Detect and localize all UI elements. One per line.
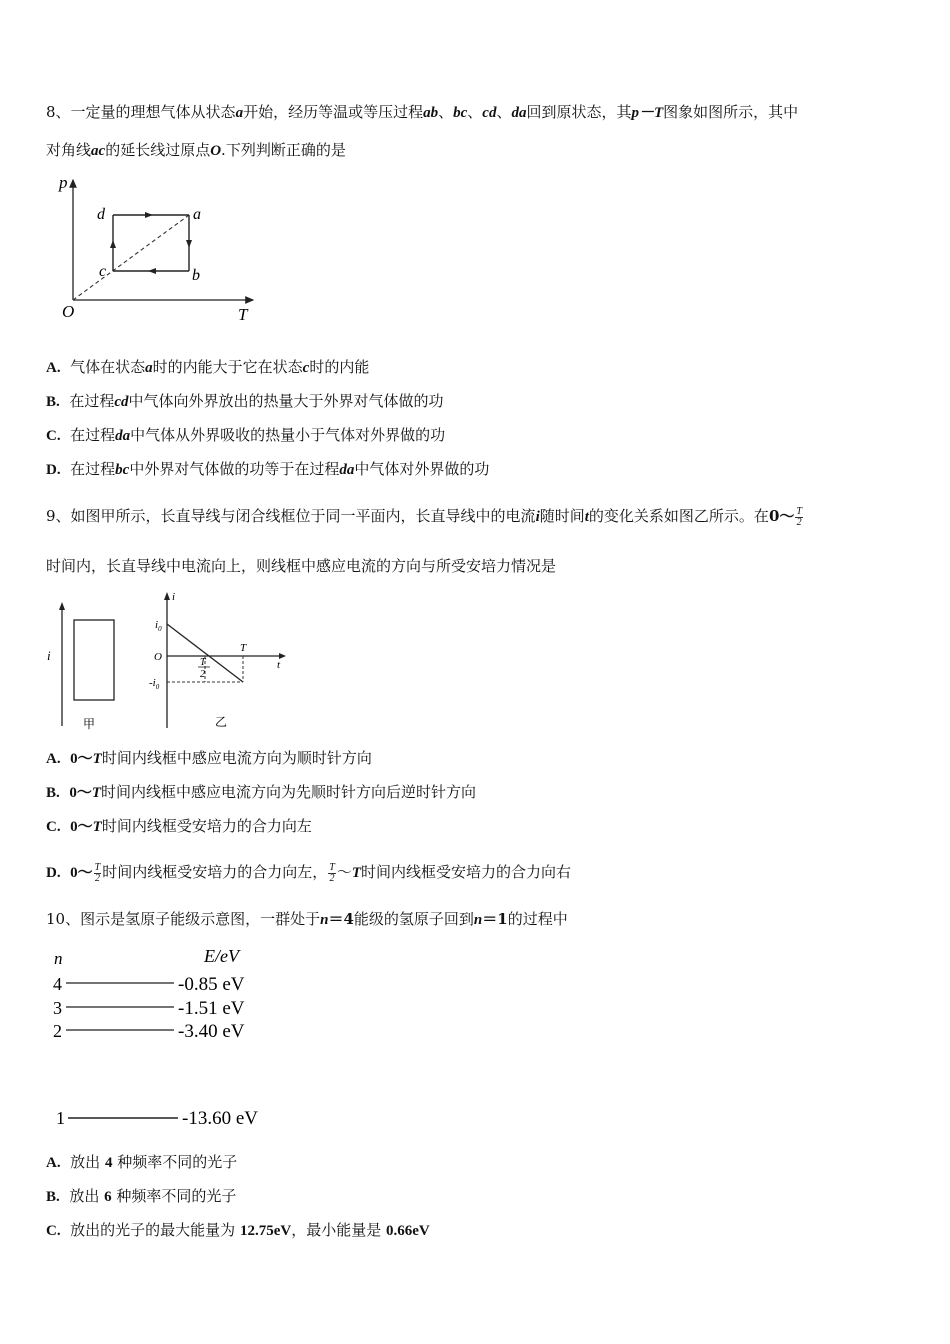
q8-axis-p: p [59,173,68,192]
q8-option-a[interactable] [46,357,369,378]
option-text: ，最小能量是 [291,1221,382,1239]
option-var: T [92,819,102,835]
q10-text: 的过程中 [507,910,568,928]
option-letter: D. [46,865,61,881]
q8-text: .下列判断正确的是 [221,141,346,159]
q9-option-d[interactable] [46,862,571,884]
option-text: 放出的光子的最大能量为 [70,1221,236,1239]
q10-level-4-n: 4 [53,974,62,994]
q8-arrow-cd [110,240,116,248]
q8-label-c: c [99,263,107,280]
option-text: 时间内线框受安培力的合力向右 [360,863,571,881]
option-text: 放出 [70,1153,101,1171]
option-letter: C. [46,428,61,444]
q8-var-ac: ac [91,143,106,159]
option-text: 气体在状态 [70,358,146,376]
frac-num: T [94,861,101,873]
q9-t-label: T [240,642,247,654]
q8-arrow-bc [148,268,156,274]
q8-arrow-ab [186,240,192,248]
q8-stem-line2 [46,140,346,161]
q10-eq: ＝4 [328,910,354,928]
q8-text: 的延长线过原点 [105,141,211,159]
q10-option-a[interactable] [46,1152,237,1173]
option-text: 时的内能 [309,358,370,376]
option-range: 0～ [70,751,93,767]
option-letter: C. [46,819,61,835]
q9-half-t-num: T [200,657,206,668]
option-text: 时间内线框中感应电流方向为顺时针方向 [101,749,372,767]
option-letter: C. [46,1223,61,1239]
q8-var-bc: bc [453,105,468,121]
option-fraction [94,863,102,884]
option-fraction [328,863,336,884]
q9-option-c[interactable] [46,816,312,837]
q8-text: 对角线 [46,141,92,159]
option-text: 种频率不同的光子 [117,1153,238,1171]
q9-text: 的变化关系如图乙所示。在 [588,507,769,525]
q10-level-2-n: 2 [53,1021,62,1041]
option-text: 种频率不同的光子 [116,1187,237,1205]
q9-var-i: i [535,509,540,525]
q9-neg-i0-label: $-i_0$ [149,677,160,691]
option-text: ～ [336,863,352,881]
option-text: 中气体向外界放出的热量大于外界对气体做的功 [128,392,444,410]
q8-option-d[interactable] [46,459,489,480]
q10-level-1-e: -13.60 eV [182,1108,258,1129]
q9-text: 随时间 [539,507,585,525]
option-var: T [92,751,102,767]
option-text: 时间内线框中感应电流方向为先顺时针方向后逆时针方向 [101,783,477,801]
q9-i-axis-arrow [164,592,170,600]
q8-text: 图象如图所示，其中 [663,103,799,121]
q9-var-t: t [584,509,589,525]
q8-sep: 、 [496,103,512,121]
frac-num: T [329,861,335,873]
option-letter: B. [46,394,60,410]
option-letter: A. [46,751,61,767]
q10-col-e: E/eV [204,946,239,966]
option-letter: B. [46,1189,60,1205]
q9-axis-i: i [172,591,176,603]
option-number: 12.75eV [239,1223,292,1239]
option-letter: A. [46,1155,61,1171]
q9-number: 9 [46,507,56,525]
option-text: 时的内能大于它在状态 [152,358,303,376]
q8-diagonal-line [73,215,189,300]
q8-var-ab: ab [423,105,439,121]
q10-var-n: n [473,912,483,928]
option-text: 时间内线框受安培力的合力向左， [102,863,328,881]
q8-option-b[interactable] [46,391,444,412]
q8-sep: 、 [438,103,454,121]
option-text: 在过程 [70,426,116,444]
q10-level-4-e: -0.85 eV [178,974,245,995]
q10-text: 能级的氢原子回到 [353,910,474,928]
frac-den: 2 [796,516,802,528]
option-text: 时间内线框受安培力的合力向左 [101,817,312,835]
q10-level-3-e: -1.51 eV [178,998,245,1019]
option-var: cd [114,394,129,410]
q10-number: 10 [46,910,66,928]
q9-origin: O [154,651,162,663]
q9-half-t-den: 2 [200,669,205,680]
option-var: a [145,360,153,376]
q8-axis-t: T [238,305,248,324]
q10-eq: ＝1 [482,910,508,928]
option-var: bc [115,462,130,478]
q8-var-pt: p－T [631,105,664,121]
q9-text: 时间内，长直导线中电流向上，则线框中感应电流的方向与所受安培力情况是 [46,557,557,575]
q8-number: 8 [46,103,56,121]
q8-text: 、一定量的理想气体从状态 [55,103,236,121]
option-letter: A. [46,360,61,376]
q8-var-da: da [511,105,527,121]
option-text: 放出 [69,1187,100,1205]
q10-stem [46,909,568,930]
option-number: 4 [104,1155,113,1171]
q9-loop-frame [74,620,114,700]
frac-num: T [796,505,802,517]
q9-i0-label: $i_0$ [155,619,162,633]
q9-stem-line2 [46,556,556,576]
q8-var-cd: cd [482,105,497,121]
q8-text: 回到原状态，其 [526,103,632,121]
frac-den: 2 [94,872,100,884]
q10-level-1-n: 1 [56,1108,65,1128]
q8-text: 开始，经历等温或等压过程 [243,103,424,121]
q10-option-c[interactable] [46,1220,430,1241]
q10-option-b[interactable] [46,1186,236,1207]
q9-fraction-half-t [795,507,803,528]
q10-energy-level-diagram [48,940,288,1132]
q8-var-a: a [235,105,244,121]
q9-stem-line1 [46,506,804,528]
option-range: 0～ [70,819,93,835]
q9-figure-yi [143,590,293,732]
option-text: 中气体对外界做的功 [354,460,490,478]
option-var: da [115,428,131,444]
option-range: 0～ [69,785,92,801]
option-var: T [351,865,361,881]
q10-level-3-n: 3 [53,998,62,1018]
q9-text: 、如图甲所示，长直导线与闭合线框位于同一平面内，长直导线中的电流 [55,507,536,525]
q10-text: 、图示是氢原子能级示意图，一群处于 [65,910,321,928]
q8-stem-line1 [46,102,798,123]
q9-option-a[interactable] [46,748,372,769]
q9-option-b[interactable] [46,782,476,803]
q9-figure-jia [44,600,134,732]
frac-den: 2 [329,872,335,884]
q8-label-b: b [192,267,200,284]
q8-pt-diagram [55,172,265,322]
q8-option-c[interactable] [46,425,445,446]
option-number: 0.66eV [385,1223,430,1239]
q9-wire-current-label: i [47,648,51,663]
option-text: 在过程 [70,460,116,478]
q8-label-d: d [97,206,105,223]
option-letter: D. [46,462,61,478]
q9-range: 0～ [768,507,795,525]
option-number: 6 [104,1189,112,1205]
q9-axis-t: t [277,659,281,671]
option-var: T [91,785,101,801]
q10-level-2-e: -3.40 eV [178,1021,245,1042]
option-text: 中外界对气体做的功等于在过程 [129,460,340,478]
q8-arrow-da [145,212,153,218]
q10-col-n: n [54,949,63,968]
option-letter: B. [46,785,60,801]
q8-origin: O [62,302,75,321]
q9-caption-jia: 甲 [83,717,96,731]
option-var: c [302,360,310,376]
q8-label-a: a [193,206,201,223]
q10-var-n: n [320,912,329,928]
option-text: 中气体从外界吸收的热量小于气体对外界做的功 [130,426,446,444]
option-range: 0～ [70,865,93,881]
q8-sep: 、 [467,103,483,121]
q9-wire-arrow [59,602,65,610]
option-var: da [339,462,355,478]
option-text: 在过程 [69,392,115,410]
q9-caption-yi: 乙 [215,715,228,729]
q8-var-o: O [210,143,222,159]
